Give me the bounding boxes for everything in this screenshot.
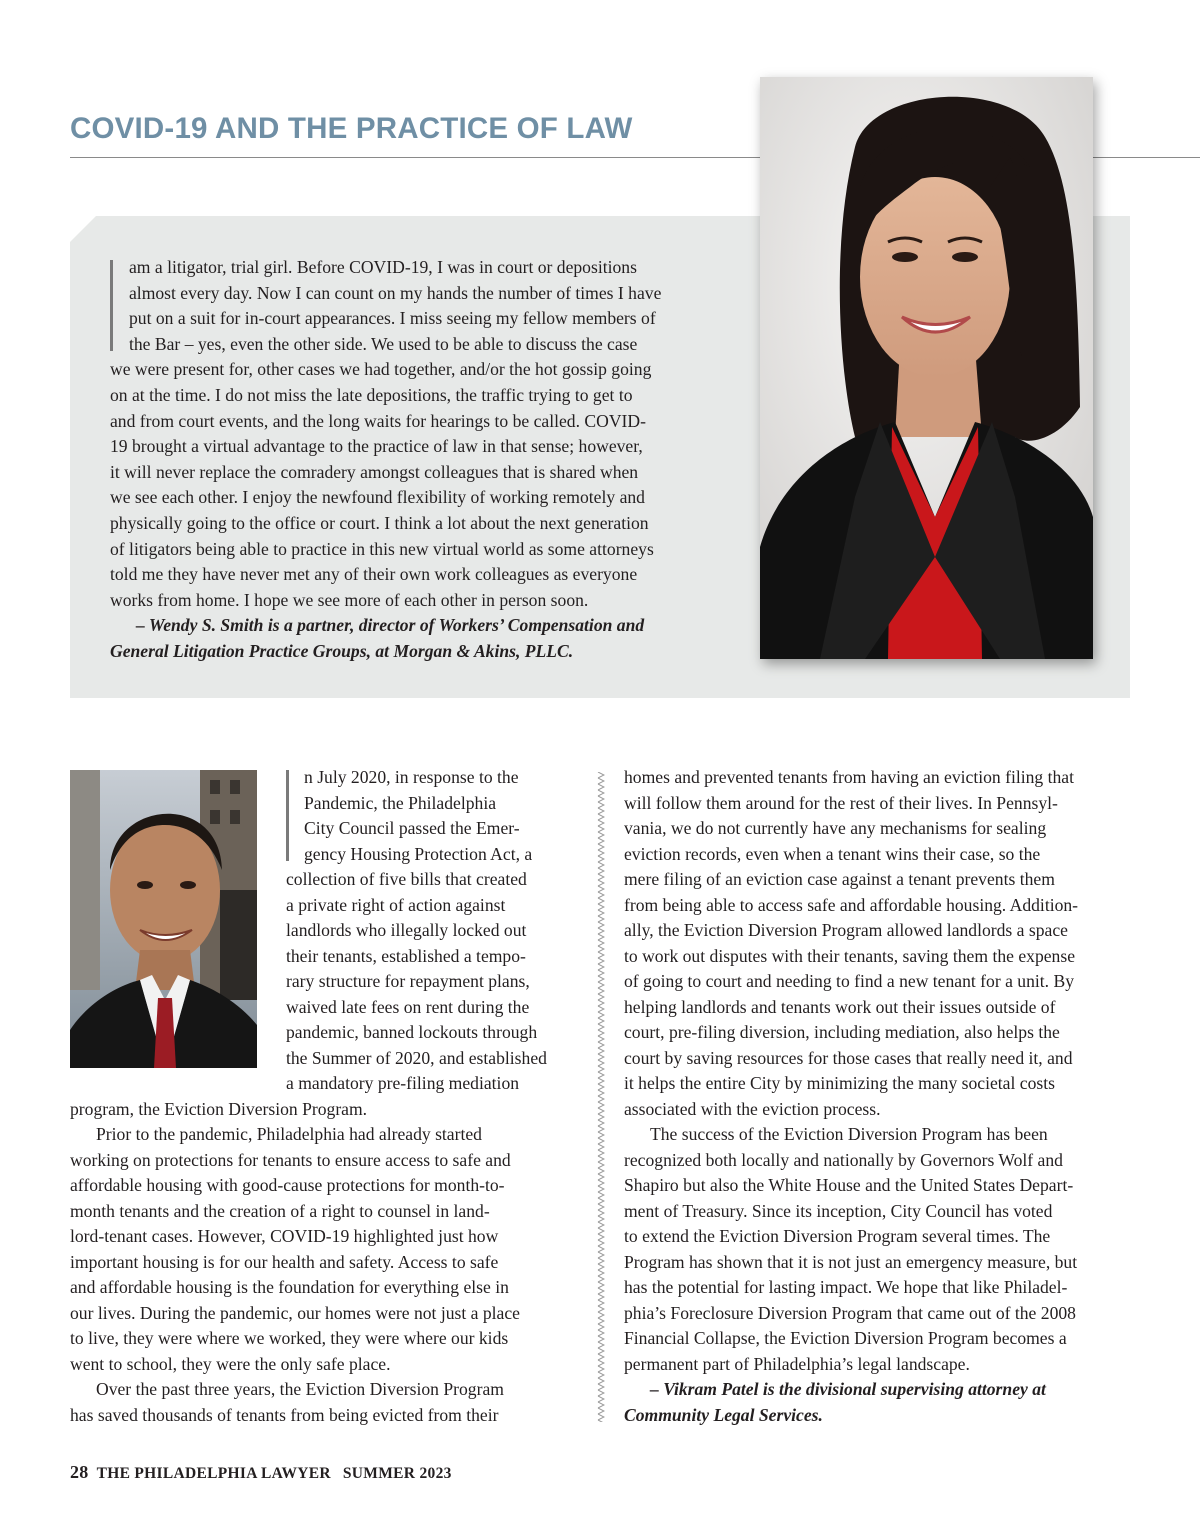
quote-line: we were present for, other cases we had together, and/or the hot gossip going: [110, 359, 652, 380]
article-line: phia’s Foreclosure Diversion Program that came out of the 2008: [624, 1302, 1076, 1323]
article-line: from being able to access safe and affordable housing. Addition-: [624, 894, 1079, 915]
article-line: Program has shown that it is not just an emergency measure, but: [624, 1251, 1078, 1272]
article-line: vania, we do not currently have any mechanisms for sealing: [624, 818, 1047, 838]
quote-line: put on a suit for in-court appearances. I miss seeing my fellow members of: [129, 308, 656, 329]
quote-line: and from court events, and the long waits for hearings to be called. COVID-: [110, 410, 646, 431]
article-line: rary structure for repayment plans,: [286, 971, 530, 991]
article-line: to work out disputes with their tenants, saving them the expense: [624, 945, 1076, 966]
article-line: ally, the Eviction Diversion Program allowed landlords a space: [624, 920, 1068, 940]
article-line: and affordable housing is the foundation for everything else in: [70, 1277, 509, 1297]
article-line: our lives. During the pandemic, our homes were not just a place: [70, 1302, 520, 1323]
quote-line: works from home. I hope we see more of each other in person soon.: [110, 589, 589, 610]
quote-line: of litigators being able to practice in this new virtual world as some attorneys: [110, 538, 654, 559]
article-line: affordable housing with good-cause protections for month-to-: [70, 1175, 505, 1195]
article-line: The success of the Eviction Diversion Program has been: [650, 1124, 1048, 1144]
article-line: helping landlords and tenants work out their issues outside of: [624, 996, 1056, 1017]
article-line: collection of five bills that created: [286, 869, 527, 889]
article-line: month tenants and the creation of a right to counsel in land-: [70, 1200, 490, 1221]
article-line: n July 2020, in response to the: [304, 767, 519, 787]
article-line: has saved thousands of tenants from being evicted from their: [70, 1404, 499, 1425]
article-line: went to school, they were the only safe place.: [70, 1353, 391, 1374]
article-line: a private right of action against: [286, 894, 506, 915]
publication-name: THE PHILADELPHIA LAWYER: [96, 1465, 331, 1482]
quote-text: [110, 255, 725, 665]
article-line: permanent part of Philadelphia’s legal landscape.: [624, 1353, 970, 1374]
quote-signature: General Litigation Practice Groups, at Morgan & Akins, PLLC.: [110, 640, 574, 661]
article-line: of going to court and needing to find a new tenant for a unit. By: [624, 971, 1074, 991]
quote-line: told me they have never met any of their own work colleagues as everyone: [110, 564, 638, 585]
article-line: court by saving resources for those cases that really need it, and: [624, 1047, 1073, 1068]
article-line: landlords who illegally locked out: [286, 920, 527, 940]
article-line: Over the past three years, the Eviction Diversion Program: [96, 1379, 504, 1399]
article-left-column: [70, 765, 580, 1428]
article-line: to live, they were where we worked, they were where our kids: [70, 1328, 509, 1348]
article-line: lord-tenant cases. However, COVID-19 highlighted just how: [70, 1226, 499, 1246]
column-divider: [597, 772, 605, 1422]
article-signature: Community Legal Services.: [624, 1404, 823, 1425]
page-footer: [70, 1462, 452, 1483]
article-line: the Summer of 2020, and established: [286, 1047, 547, 1068]
article-line: homes and prevented tenants from having an eviction filing that: [624, 767, 1074, 787]
quote-line: am a litigator, trial girl. Before COVID-19, I was in court or depositions: [129, 257, 637, 277]
article-line: pandemic, banned lockouts through: [286, 1022, 538, 1042]
quote-line: physically going to the office or court. I think a lot about the next generation: [110, 512, 649, 533]
article-line: a mandatory pre-filing mediation: [286, 1073, 520, 1093]
article-line: court, pre-filing diversion, including mediation, also helps the: [624, 1022, 1060, 1042]
quote-line: 19 brought a virtual advantage to the practice of law in that sense; however,: [110, 436, 643, 457]
article-line: Pandemic, the Philadelphia: [304, 792, 497, 813]
drop-cap-i: [110, 260, 113, 351]
article-right-column: [624, 765, 1144, 1428]
article-line: important housing is for our health and safety. Access to safe: [70, 1251, 499, 1272]
portrait-photo-woman: [760, 77, 1093, 659]
article-line: to extend the Eviction Diversion Program several times. The: [624, 1226, 1051, 1246]
quote-line: we see each other. I enjoy the newfound flexibility of working remotely and: [110, 487, 645, 508]
article-line: ment of Treasury. Since its inception, City Council has voted: [624, 1200, 1053, 1221]
quote-line: almost every day. Now I can count on my hands the number of times I have: [129, 282, 662, 303]
drop-cap-i: [286, 770, 289, 861]
article-line: Prior to the pandemic, Philadelphia had already started: [96, 1124, 482, 1144]
page-number: 28: [70, 1462, 89, 1482]
quote-signature: – Wendy S. Smith is a partner, director of Workers’ Compensation and: [136, 615, 645, 636]
article-line: eviction records, even when a tenant wins their case, so the: [624, 843, 1041, 864]
quote-line: it will never replace the comradery amongst colleagues that is shared when: [110, 461, 639, 482]
article-line: has the potential for lasting impact. We hope that like Philadel-: [624, 1277, 1068, 1297]
section-title: COVID-19 AND THE PRACTICE OF LAW: [70, 112, 633, 145]
article-line: City Council passed the Emer-: [304, 818, 520, 838]
article-line: recognized both locally and nationally by Governors Wolf and: [624, 1149, 1063, 1170]
article-line: Shapiro but also the White House and the United States Depart-: [624, 1175, 1074, 1195]
article-signature: – Vikram Patel is the divisional supervising attorney at: [650, 1379, 1046, 1399]
article-line: Financial Collapse, the Eviction Diversion Program becomes a: [624, 1328, 1067, 1348]
article-line: will follow them around for the rest of their lives. In Pennsyl-: [624, 792, 1058, 813]
article-line: gency Housing Protection Act, a: [304, 843, 533, 864]
article-line: waived late fees on rent during the: [286, 996, 530, 1017]
article-line: working on protections for tenants to ensure access to safe and: [70, 1149, 511, 1170]
article-line: associated with the eviction process.: [624, 1098, 881, 1119]
quote-line: the Bar – yes, even the other side. We used to be able to discuss the case: [129, 333, 638, 354]
article-line: it helps the entire City by minimizing the many societal costs: [624, 1073, 1055, 1093]
article-line: their tenants, established a tempo-: [286, 945, 526, 966]
article-line: mere filing of an eviction case against a tenant prevents them: [624, 869, 1055, 889]
article-line: program, the Eviction Diversion Program.: [70, 1098, 368, 1119]
quote-line: on at the time. I do not miss the late depositions, the traffic trying to get to: [110, 384, 633, 405]
issue-label: SUMMER 2023: [342, 1465, 452, 1482]
